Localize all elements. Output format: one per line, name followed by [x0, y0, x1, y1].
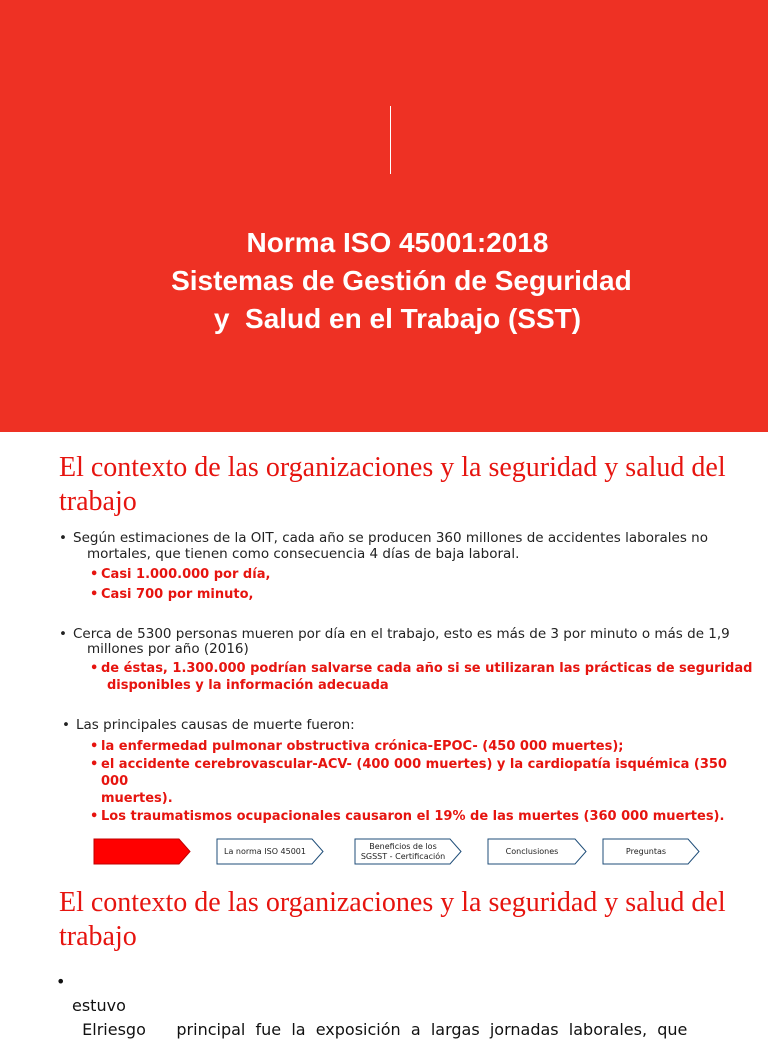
slide1-sub-1: [90, 566, 271, 583]
sub-text: Casi 700 por minuto,: [101, 587, 254, 602]
slide1-sub-4: [90, 738, 624, 755]
slide1-bullet-3: [62, 717, 355, 733]
nav-label: Conclusiones: [505, 846, 559, 856]
nav-arrow-iso45001[interactable]: [216, 838, 324, 865]
title-line-2: Sistemas de Gestión de Seguridad: [163, 265, 632, 296]
bullet-text: Elriesgo principal fue la exposición a largas jornadas laborales, que: [82, 1020, 688, 1039]
title-banner: [0, 0, 768, 432]
decorative-divider: [390, 106, 391, 174]
slide1-bullet-2: [59, 626, 730, 642]
slide1-heading: El contexto de las organizaciones y la seguridad y salud del trabajo: [59, 452, 726, 517]
nav-label-line-1: Beneficios de los: [369, 841, 437, 851]
slide2-bullet-1-cont: estuvo: [72, 996, 126, 1015]
bullet-text: Cerca de 5300 personas mueren por día en el trabajo, esto es más de 3 por minuto o más de 1,9: [73, 626, 730, 642]
slide1-sub-5: [90, 756, 727, 773]
sub-text: la enfermedad pulmonar obstructiva crónica-EPOC- (450 000 muertes);: [101, 739, 624, 754]
nav-arrow-beneficios[interactable]: [354, 838, 462, 865]
bullet-dot: •: [90, 757, 99, 772]
nav-label-line-2: SGSST - Certificación: [360, 851, 446, 861]
bullet-dot: •: [56, 972, 66, 991]
title-line-1: Norma ISO 45001:2018: [246, 227, 549, 258]
sub-text: el accidente cerebrovascular-ACV- (400 000 muertes) y la cardiopatía isquémica (350: [101, 757, 727, 772]
slide1-sub-5-cont-b: muertes).: [101, 791, 173, 806]
sub-text: de éstas, 1.300.000 podrían salvarse cada año si se utilizaran las prácticas de seguridad: [101, 661, 753, 676]
slide1-bullet-1-cont: mortales, que tienen como consecuencia 4 días de baja laboral.: [87, 546, 520, 562]
bullet-dot: •: [90, 567, 99, 582]
slide1-sub-5-cont-a: 000: [101, 774, 129, 789]
bullet-dot: •: [59, 530, 67, 546]
presentation-title: [0, 224, 768, 338]
bullet-dot: •: [59, 626, 67, 642]
bullet-dot: •: [90, 739, 99, 754]
nav-label: La norma ISO 45001: [224, 846, 306, 856]
nav-arrow-conclusiones[interactable]: [487, 838, 587, 865]
bullet-dot: •: [90, 587, 99, 602]
slide1-bullet-2-cont: millones por año (2016): [87, 641, 249, 657]
bullet-dot: •: [90, 809, 99, 824]
bullet-text: Según estimaciones de la OIT, cada año se producen 360 millones de accidentes laborales no: [73, 530, 708, 546]
bullet-dot: •: [62, 717, 70, 733]
bullet-dot: •: [90, 661, 99, 676]
slide1-sub-3: [90, 660, 753, 677]
sub-text: Casi 1.000.000 por día,: [101, 567, 271, 582]
slide1-sub-3-cont: disponibles y la información adecuada: [107, 678, 389, 693]
nav-label: [361, 842, 445, 862]
sub-text: Los traumatismos ocupacionales causaron el 19% de las muertes (360 000 muertes).: [101, 809, 725, 824]
slide2-heading: El contexto de las organizaciones y la seguridad y salud del trabajo: [59, 887, 726, 952]
slide1-bullet-1: [59, 530, 708, 546]
slide1-sub-6: [90, 808, 725, 825]
bullet-text: Las principales causas de muerte fueron:: [76, 717, 355, 733]
arrow-shape-active: [93, 838, 191, 865]
nav-arrow-preguntas[interactable]: [602, 838, 700, 865]
title-line-3: y Salud en el Trabajo (SST): [213, 303, 582, 334]
nav-arrow-current[interactable]: [93, 838, 191, 865]
nav-label: Preguntas: [625, 846, 667, 856]
slide1-sub-2: [90, 586, 254, 603]
